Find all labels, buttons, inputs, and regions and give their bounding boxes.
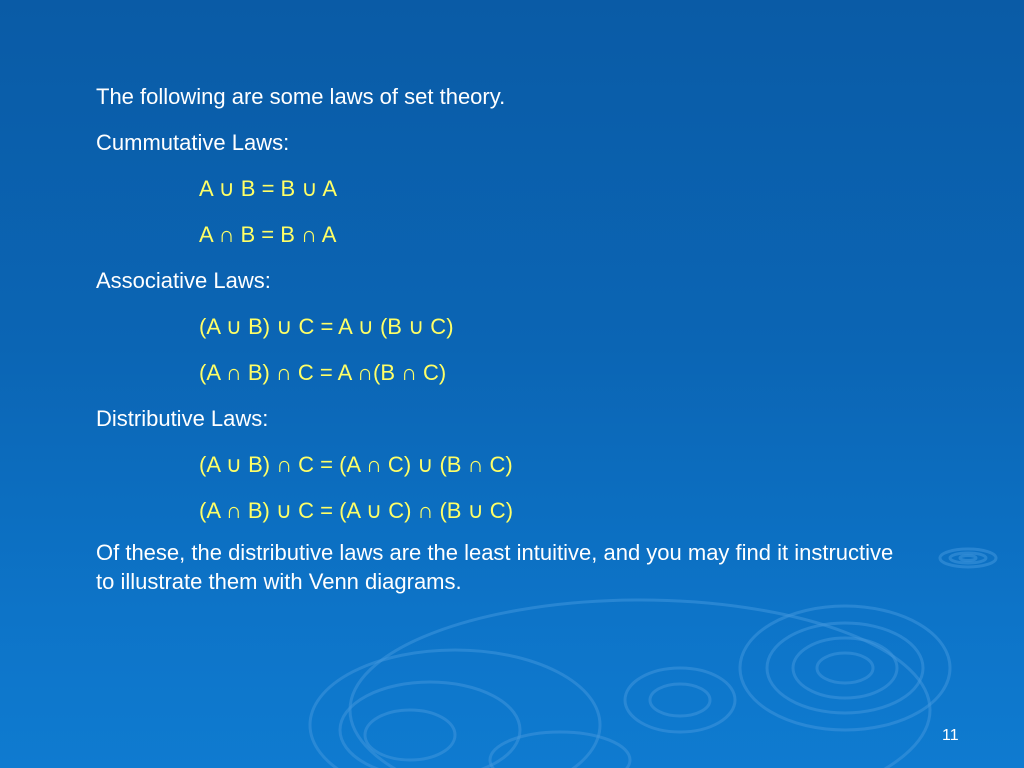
formula-commutative-union: A ∪ B = B ∪ A: [199, 176, 337, 201]
formula-associative-union: (A ∪ B) ∪ C = A ∪ (B ∪ C): [199, 314, 454, 339]
intro-text: The following are some laws of set theory.: [96, 84, 506, 109]
formula-distributive-1: (A ∪ B) ∩ C = (A ∩ C) ∪ (B ∩ C): [199, 452, 513, 477]
page-number: 11: [942, 727, 959, 744]
section-heading-commutative: Cummutative Laws:: [96, 130, 290, 155]
formula-commutative-intersection: A ∩ B = B ∩ A: [199, 222, 337, 247]
slide-content: [96, 84, 896, 596]
closing-paragraph: Of these, the distributive laws are the least intuitive, and you may find it instructive to illustrate them with Venn diagrams.: [96, 540, 894, 594]
formula-distributive-2: (A ∩ B) ∪ C = (A ∪ C) ∩ (B ∪ C): [199, 498, 514, 523]
formula-associative-intersection: (A ∩ B) ∩ C = A ∩(B ∩ C): [199, 360, 447, 385]
section-heading-associative: Associative Laws:: [96, 268, 271, 293]
section-heading-distributive: Distributive Laws:: [96, 406, 269, 431]
